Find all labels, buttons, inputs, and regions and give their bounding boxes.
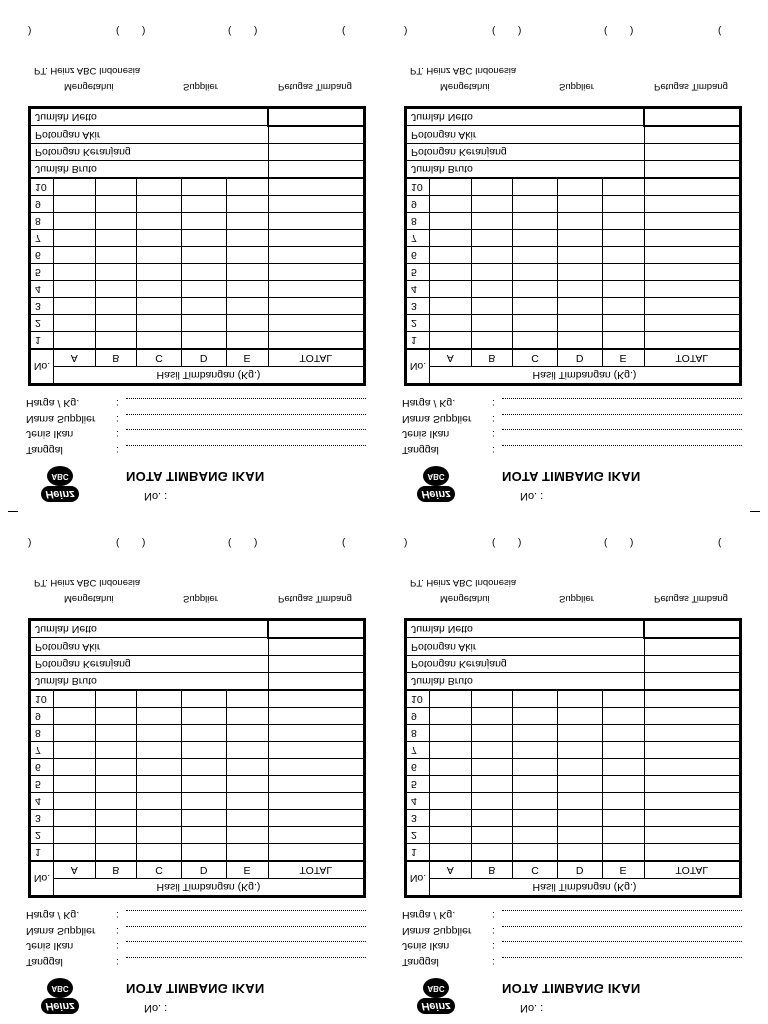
- form-fields: [402, 906, 742, 968]
- summary-row-potongan-akir: [30, 638, 365, 656]
- cut-mark-right: [750, 511, 760, 512]
- col-header-c: C: [137, 349, 182, 367]
- summary-row-potongan-keranjang: [406, 144, 741, 161]
- table-row: [406, 844, 741, 862]
- col-header-b: B: [95, 861, 137, 879]
- row-number: 4: [406, 793, 430, 810]
- summary-label: Jumlah Netto: [30, 108, 269, 127]
- table-row: [30, 213, 365, 230]
- field-line[interactable]: [126, 911, 366, 912]
- summary-label: Potongan Akir: [406, 126, 645, 144]
- signature-petugas-timbang: Petugas Timbang: [654, 81, 728, 92]
- table-row: [30, 332, 365, 350]
- weighing-table: [28, 106, 366, 386]
- table-row: [30, 264, 365, 281]
- form-number-label: No. :: [520, 1002, 544, 1014]
- signature-mengetahui: Mengetahui: [64, 593, 114, 604]
- col-header-a: A: [54, 861, 96, 879]
- col-header-total: TOTAL: [644, 349, 740, 367]
- table-row: [406, 793, 741, 810]
- row-number: 2: [406, 827, 430, 844]
- col-header-e: E: [226, 861, 268, 879]
- form-fields: [402, 394, 742, 456]
- field-tanggal[interactable]: Tanggal :: [26, 953, 366, 969]
- summary-row-netto: [406, 620, 741, 639]
- field-jenis-ikan[interactable]: Jenis Ikan :: [402, 425, 742, 441]
- table-row: [30, 298, 365, 315]
- summary-row-potongan-akir: [30, 126, 365, 144]
- summary-row-potongan-akir: [406, 126, 741, 144]
- row-number: 1: [406, 332, 430, 350]
- table-column-header-row: [406, 349, 741, 367]
- summary-row-bruto: [406, 161, 741, 179]
- form-title: NOTA TIMBANG IKAN: [502, 981, 641, 996]
- summary-label: Potongan Akir: [30, 638, 269, 656]
- col-header-total: TOTAL: [268, 861, 364, 879]
- summary-label: Potongan Keranjang: [406, 656, 645, 673]
- table-row: [406, 298, 741, 315]
- field-label: Harga / Kg.: [402, 397, 456, 410]
- col-header-no: No.: [406, 349, 430, 385]
- logo-badge: Heinz: [41, 998, 79, 1014]
- weighing-form-2: Heinz ABC No. : NOTA TIMBANG IKAN Tanggal : Jenis Ikan : Nama Supplier : Harga / Kg. : No. Hasil Timbangan (Kg.) A B C D E TOTAL 1 2 3 4 5 6 7 8 9 10 Jumlah Bruto Potongan Keranjang Potongan Akir Jumlah Netto Petugas Timbang Supplier Mengetahui PT. Heinz ABC Indonesia ) ( ) ( ) (: [384, 12, 764, 512]
- col-header-no: No.: [30, 861, 54, 897]
- field-tanggal[interactable]: Tanggal :: [402, 441, 742, 457]
- form-title: NOTA TIMBANG IKAN: [126, 981, 265, 996]
- table-row: [30, 315, 365, 332]
- table-row: [30, 247, 365, 264]
- summary-row-potongan-keranjang: [406, 656, 741, 673]
- signature-mengetahui: Mengetahui: [440, 593, 490, 604]
- col-header-c: C: [513, 861, 558, 879]
- table-group-header-row: [406, 367, 741, 385]
- field-line[interactable]: [502, 414, 742, 415]
- row-number: 8: [406, 213, 430, 230]
- col-header-d: D: [557, 861, 602, 879]
- field-tanggal[interactable]: Tanggal :: [26, 441, 366, 457]
- field-label: Jenis Ikan: [26, 428, 74, 441]
- field-line[interactable]: [126, 957, 366, 958]
- form-fields: [26, 906, 366, 968]
- summary-value[interactable]: [268, 161, 364, 179]
- form-number-label: No. :: [520, 490, 544, 502]
- field-line[interactable]: [502, 399, 742, 400]
- col-header-e: E: [602, 349, 644, 367]
- row-number: 6: [406, 247, 430, 264]
- form-number-label: No. :: [144, 1002, 168, 1014]
- logo-oval: ABC: [423, 466, 449, 486]
- logo-oval: ABC: [47, 978, 73, 998]
- table-group-header-row: [30, 367, 365, 385]
- summary-value[interactable]: [268, 638, 364, 656]
- col-header-total: TOTAL: [268, 349, 364, 367]
- field-line[interactable]: [126, 399, 366, 400]
- summary-row-bruto: [30, 161, 365, 179]
- company-name: PT. Heinz ABC Indonesia: [410, 65, 517, 76]
- logo-badge: Heinz: [417, 998, 455, 1014]
- row-number: 5: [30, 264, 54, 281]
- row-number: 4: [30, 281, 54, 298]
- col-header-total: TOTAL: [644, 861, 740, 879]
- logo-badge: Heinz: [417, 486, 455, 502]
- row-number: 5: [406, 776, 430, 793]
- summary-row-potongan-keranjang: [30, 144, 365, 161]
- form-title: NOTA TIMBANG IKAN: [502, 469, 641, 484]
- field-label: Jenis Ikan: [402, 428, 450, 441]
- col-header-b: B: [95, 349, 137, 367]
- weighing-form-3: Heinz ABC No. : NOTA TIMBANG IKAN Tanggal : Jenis Ikan : Nama Supplier : Harga / Kg. : No. Hasil Timbangan (Kg.) A B C D E TOTAL 1 2 3 4 5 6 7 8 9 10 Jumlah Bruto Potongan Keranjang Potongan Akir Jumlah Netto Petugas Timbang Supplier Mengetahui PT. Heinz ABC Indonesia ) ( ) ( ) (: [8, 524, 388, 1024]
- row-number: 6: [30, 759, 54, 776]
- field-line[interactable]: [502, 911, 742, 912]
- summary-value[interactable]: [268, 673, 364, 691]
- row-number: 1: [30, 332, 54, 350]
- table-column-header-row: [30, 349, 365, 367]
- cut-mark-left: [8, 511, 18, 512]
- form-header: [402, 460, 762, 506]
- row-number: 2: [30, 315, 54, 332]
- col-header-a: A: [430, 861, 472, 879]
- row-number: 3: [30, 298, 54, 315]
- table-row: [406, 725, 741, 742]
- summary-label: Potongan Keranjang: [30, 144, 269, 161]
- table-row: [406, 230, 741, 247]
- summary-row-netto: [30, 620, 365, 639]
- row-number: 10: [30, 690, 54, 708]
- summary-row-bruto: [406, 673, 741, 691]
- signature-petugas-timbang: Petugas Timbang: [654, 593, 728, 604]
- field-line[interactable]: [126, 414, 366, 415]
- field-harga-per-kg[interactable]: Harga / Kg. :: [26, 394, 366, 410]
- field-label: Tanggal: [402, 444, 439, 456]
- row-number: 4: [406, 281, 430, 298]
- table-row: [30, 725, 365, 742]
- field-nama-supplier[interactable]: Nama Supplier :: [402, 410, 742, 426]
- row-number: 3: [406, 298, 430, 315]
- form-title: NOTA TIMBANG IKAN: [126, 469, 265, 484]
- summary-label: Jumlah Bruto: [30, 673, 269, 691]
- summary-row-netto: [406, 108, 741, 127]
- field-line[interactable]: [502, 942, 742, 943]
- table-row: [406, 690, 741, 708]
- table-row: [30, 742, 365, 759]
- row-number: 7: [406, 742, 430, 759]
- summary-value[interactable]: [268, 620, 364, 639]
- table-row: [30, 281, 365, 298]
- company-name: PT. Heinz ABC Indonesia: [34, 65, 141, 76]
- field-nama-supplier[interactable]: Nama Supplier :: [402, 922, 742, 938]
- row-number: 7: [30, 742, 54, 759]
- group-header: Hasil Timbangan (Kg.): [54, 367, 365, 385]
- summary-value[interactable]: [644, 656, 740, 673]
- table-group-header-row: [406, 879, 741, 897]
- company-name: PT. Heinz ABC Indonesia: [410, 577, 517, 588]
- field-line[interactable]: [502, 926, 742, 927]
- table-column-header-row: [30, 861, 365, 879]
- signature-supplier: Supplier: [559, 593, 594, 604]
- signature-petugas-timbang: Petugas Timbang: [278, 593, 352, 604]
- col-header-c: C: [513, 349, 558, 367]
- form-header: [26, 460, 386, 506]
- table-row: [406, 776, 741, 793]
- field-label: Nama Supplier: [402, 413, 472, 425]
- logo-badge: Heinz: [41, 486, 79, 502]
- row-number: 9: [30, 708, 54, 725]
- summary-value[interactable]: [644, 638, 740, 656]
- table-row: [30, 776, 365, 793]
- table-row: [406, 196, 741, 213]
- table-row: [30, 827, 365, 844]
- heinz-abc-logo-icon: [38, 462, 84, 502]
- table-row: [406, 827, 741, 844]
- summary-row-potongan-akir: [406, 638, 741, 656]
- table-row: [30, 759, 365, 776]
- signature-supplier: Supplier: [183, 593, 218, 604]
- row-number: 8: [30, 213, 54, 230]
- row-number: 10: [406, 178, 430, 196]
- field-label: Nama Supplier: [26, 925, 96, 937]
- row-number: 7: [30, 230, 54, 247]
- signature-supplier: Supplier: [183, 81, 218, 92]
- field-jenis-ikan[interactable]: Jenis Ikan :: [26, 937, 366, 953]
- col-header-b: B: [471, 349, 513, 367]
- heinz-abc-logo-icon: [414, 974, 460, 1014]
- table-row: [406, 315, 741, 332]
- field-harga-per-kg[interactable]: Harga / Kg. :: [402, 906, 742, 922]
- signature-mengetahui: Mengetahui: [440, 81, 490, 92]
- field-label: Harga / Kg.: [402, 909, 456, 922]
- summary-label: Potongan Keranjang: [30, 656, 269, 673]
- row-number: 10: [406, 690, 430, 708]
- field-label: Harga / Kg.: [26, 397, 80, 410]
- logo-oval: ABC: [423, 978, 449, 998]
- row-number: 9: [30, 196, 54, 213]
- summary-label: Potongan Akir: [406, 638, 645, 656]
- form-header: [26, 972, 386, 1018]
- summary-value[interactable]: [644, 144, 740, 161]
- summary-value[interactable]: [644, 673, 740, 691]
- summary-value[interactable]: [644, 161, 740, 179]
- table-row: [406, 178, 741, 196]
- table-row: [406, 264, 741, 281]
- heinz-abc-logo-icon: [38, 974, 84, 1014]
- field-label: Tanggal: [26, 956, 63, 968]
- col-header-d: D: [181, 861, 226, 879]
- summary-row-potongan-keranjang: [30, 656, 365, 673]
- col-header-a: A: [430, 349, 472, 367]
- field-nama-supplier[interactable]: Nama Supplier :: [26, 922, 366, 938]
- col-header-e: E: [602, 861, 644, 879]
- summary-value[interactable]: [644, 108, 740, 127]
- weighing-table: [404, 618, 742, 898]
- row-number: 9: [406, 708, 430, 725]
- field-line[interactable]: [126, 445, 366, 446]
- summary-label: Jumlah Bruto: [406, 673, 645, 691]
- table-row: [30, 178, 365, 196]
- summary-label: Jumlah Netto: [406, 620, 645, 639]
- col-header-no: No.: [30, 349, 54, 385]
- signature-mengetahui: Mengetahui: [64, 81, 114, 92]
- col-header-e: E: [226, 349, 268, 367]
- field-line[interactable]: [502, 430, 742, 431]
- summary-label: Jumlah Bruto: [406, 161, 645, 179]
- table-row: [30, 230, 365, 247]
- summary-row-netto: [30, 108, 365, 127]
- group-header: Hasil Timbangan (Kg.): [430, 879, 741, 897]
- table-row: [406, 810, 741, 827]
- field-line[interactable]: [502, 957, 742, 958]
- row-number: 8: [30, 725, 54, 742]
- row-number: 8: [406, 725, 430, 742]
- summary-label: Jumlah Bruto: [30, 161, 269, 179]
- weighing-form-1: Heinz ABC No. : NOTA TIMBANG IKAN Tanggal : Jenis Ikan : Nama Supplier : Harga / Kg. : No. Hasil Timbangan (Kg.) A B C D E TOTAL 1 2 3 4 5 6 7 8 9 10 Jumlah Bruto Potongan Keranjang Potongan Akir Jumlah Netto Petugas Timbang Supplier Mengetahui PT. Heinz ABC Indonesia ) ( ) ( ) (: [8, 12, 388, 512]
- row-number: 1: [30, 844, 54, 862]
- table-row: [406, 281, 741, 298]
- field-jenis-ikan[interactable]: Jenis Ikan :: [402, 937, 742, 953]
- table-row: [406, 332, 741, 350]
- table-row: [406, 708, 741, 725]
- logo-oval: ABC: [47, 466, 73, 486]
- field-label: Jenis Ikan: [402, 940, 450, 953]
- row-number: 2: [30, 827, 54, 844]
- summary-value[interactable]: [268, 144, 364, 161]
- field-line[interactable]: [126, 430, 366, 431]
- row-number: 6: [406, 759, 430, 776]
- row-number: 9: [406, 196, 430, 213]
- field-jenis-ikan[interactable]: Jenis Ikan :: [26, 425, 366, 441]
- summary-label: Potongan Keranjang: [406, 144, 645, 161]
- field-label: Tanggal: [402, 956, 439, 968]
- field-label: Jenis Ikan: [26, 940, 74, 953]
- heinz-abc-logo-icon: [414, 462, 460, 502]
- row-number: 7: [406, 230, 430, 247]
- table-row: [30, 793, 365, 810]
- row-number: 5: [30, 776, 54, 793]
- field-tanggal[interactable]: Tanggal :: [402, 953, 742, 969]
- row-number: 1: [406, 844, 430, 862]
- table-column-header-row: [406, 861, 741, 879]
- table-group-header-row: [30, 879, 365, 897]
- field-label: Nama Supplier: [402, 925, 472, 937]
- table-row: [30, 708, 365, 725]
- row-number: 5: [406, 264, 430, 281]
- col-header-no: No.: [406, 861, 430, 897]
- row-number: 2: [406, 315, 430, 332]
- field-line[interactable]: [126, 926, 366, 927]
- weighing-form-4: Heinz ABC No. : NOTA TIMBANG IKAN Tanggal : Jenis Ikan : Nama Supplier : Harga / Kg. : No. Hasil Timbangan (Kg.) A B C D E TOTAL 1 2 3 4 5 6 7 8 9 10 Jumlah Bruto Potongan Keranjang Potongan Akir Jumlah Netto Petugas Timbang Supplier Mengetahui PT. Heinz ABC Indonesia ) ( ) ( ) (: [384, 524, 764, 1024]
- table-row: [406, 247, 741, 264]
- row-number: 3: [30, 810, 54, 827]
- row-number: 6: [30, 247, 54, 264]
- weighing-table: [404, 106, 742, 386]
- group-header: Hasil Timbangan (Kg.): [54, 879, 365, 897]
- col-header-c: C: [137, 861, 182, 879]
- weighing-table: [28, 618, 366, 898]
- table-row: [30, 196, 365, 213]
- table-row: [30, 690, 365, 708]
- col-header-d: D: [557, 349, 602, 367]
- row-number: 4: [30, 793, 54, 810]
- col-header-a: A: [54, 349, 96, 367]
- signature-supplier: Supplier: [559, 81, 594, 92]
- col-header-b: B: [471, 861, 513, 879]
- summary-label: Jumlah Netto: [30, 620, 269, 639]
- group-header: Hasil Timbangan (Kg.): [430, 367, 741, 385]
- field-label: Tanggal: [26, 444, 63, 456]
- summary-row-bruto: [30, 673, 365, 691]
- col-header-d: D: [181, 349, 226, 367]
- field-harga-per-kg[interactable]: Harga / Kg. :: [26, 906, 366, 922]
- table-row: [30, 844, 365, 862]
- summary-value[interactable]: [268, 126, 364, 144]
- form-number-label: No. :: [144, 490, 168, 502]
- row-number: 10: [30, 178, 54, 196]
- field-label: Harga / Kg.: [26, 909, 80, 922]
- field-line[interactable]: [502, 445, 742, 446]
- summary-value[interactable]: [268, 656, 364, 673]
- field-line[interactable]: [126, 942, 366, 943]
- summary-value[interactable]: [644, 620, 740, 639]
- company-name: PT. Heinz ABC Indonesia: [34, 577, 141, 588]
- summary-label: Jumlah Netto: [406, 108, 645, 127]
- field-label: Nama Supplier: [26, 413, 96, 425]
- summary-value[interactable]: [644, 126, 740, 144]
- row-number: 3: [406, 810, 430, 827]
- field-nama-supplier[interactable]: Nama Supplier :: [26, 410, 366, 426]
- form-header: [402, 972, 762, 1018]
- summary-label: Potongan Akir: [30, 126, 269, 144]
- table-row: [406, 742, 741, 759]
- field-harga-per-kg[interactable]: Harga / Kg. :: [402, 394, 742, 410]
- form-fields: [26, 394, 366, 456]
- summary-value[interactable]: [268, 108, 364, 127]
- signature-petugas-timbang: Petugas Timbang: [278, 81, 352, 92]
- table-row: [30, 810, 365, 827]
- table-row: [406, 213, 741, 230]
- table-row: [406, 759, 741, 776]
